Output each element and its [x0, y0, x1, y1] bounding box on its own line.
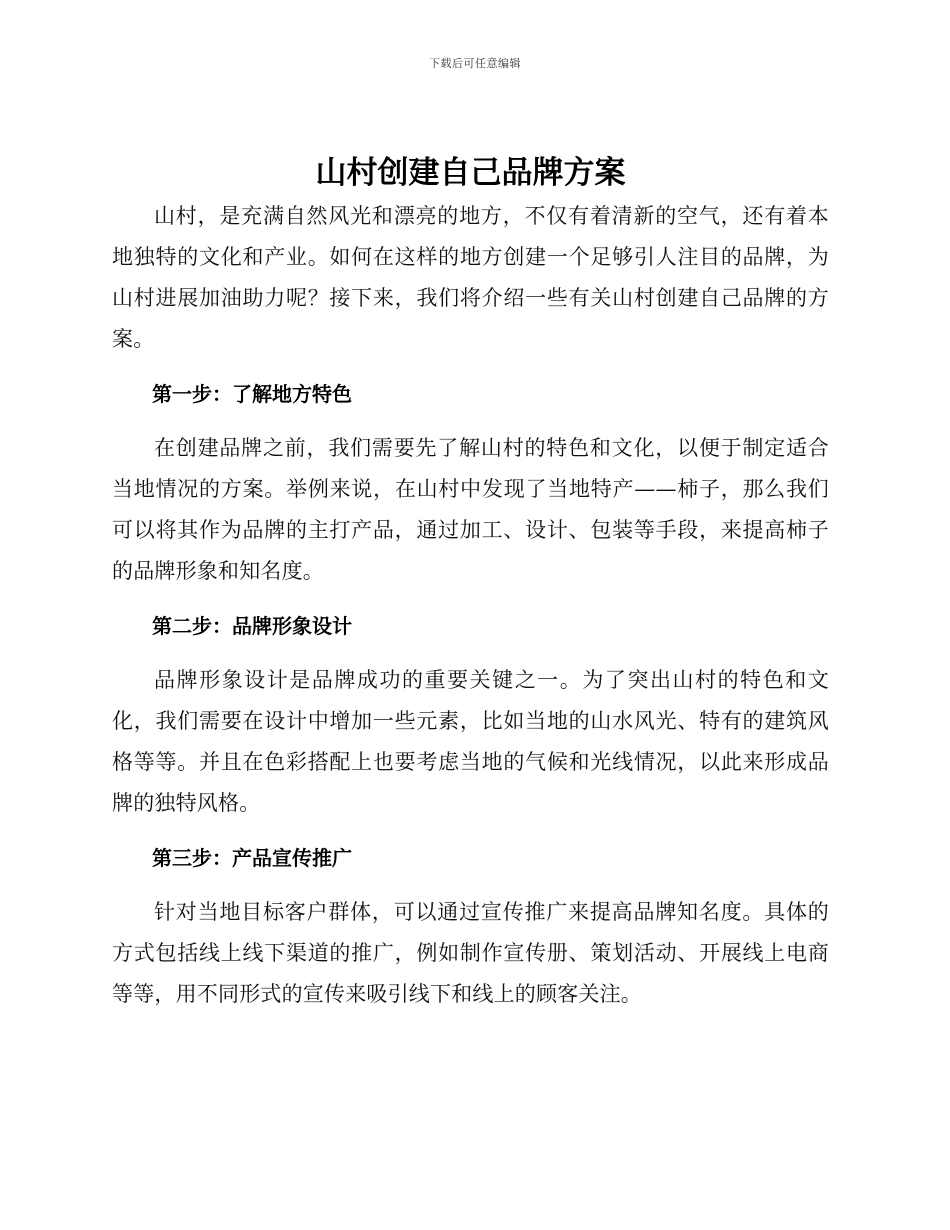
step-3-paragraph: 针对当地目标客户群体，可以通过宣传推广来提高品牌知名度。具体的方式包括线上线下渠道的推广，例如制作宣传册、策划活动、开展线上电商等等，用不同形式的宣传来吸引线下和线上的顾客关注。 — [112, 900, 829, 1006]
step-1-paragraph: 在创建品牌之前，我们需要先了解山村的特色和文化，以便于制定适合当地情况的方案。举例来说，在山村中发现了当地特产——柿子，那么我们可以将其作为品牌的主打产品，通过加工、设计、包装等手段，来提高柿子的品牌形象和知名度。 — [112, 436, 829, 583]
step-2-paragraph: 品牌形象设计是品牌成功的重要关键之一。为了突出山村的特色和文化，我们需要在设计中增加一些元素，比如当地的山水风光、特有的建筑风格等等。并且在色彩搭配上也要考虑当地的气候和光线情况，以此来形成品牌的独特风格。 — [112, 668, 829, 815]
document-content — [112, 150, 829, 1015]
header-note: 下载后可任意编辑 — [429, 57, 521, 70]
document-title: 山村创建自己品牌方案 — [315, 155, 626, 191]
step-2-heading: 第二步：品牌形象设计 — [152, 614, 352, 638]
step-3-heading: 第三步：产品宣传推广 — [152, 846, 352, 870]
intro-paragraph: 山村，是充满自然风光和漂亮的地方，不仅有着清新的空气，还有着本地独特的文化和产业。如何在这样的地方创建一个足够引人注目的品牌，为山村进展加油助力呢？接下来，我们将介绍一些有关山村创建自己品牌的方案。 — [112, 204, 829, 351]
step-1-heading: 第一步：了解地方特色 — [152, 382, 352, 406]
